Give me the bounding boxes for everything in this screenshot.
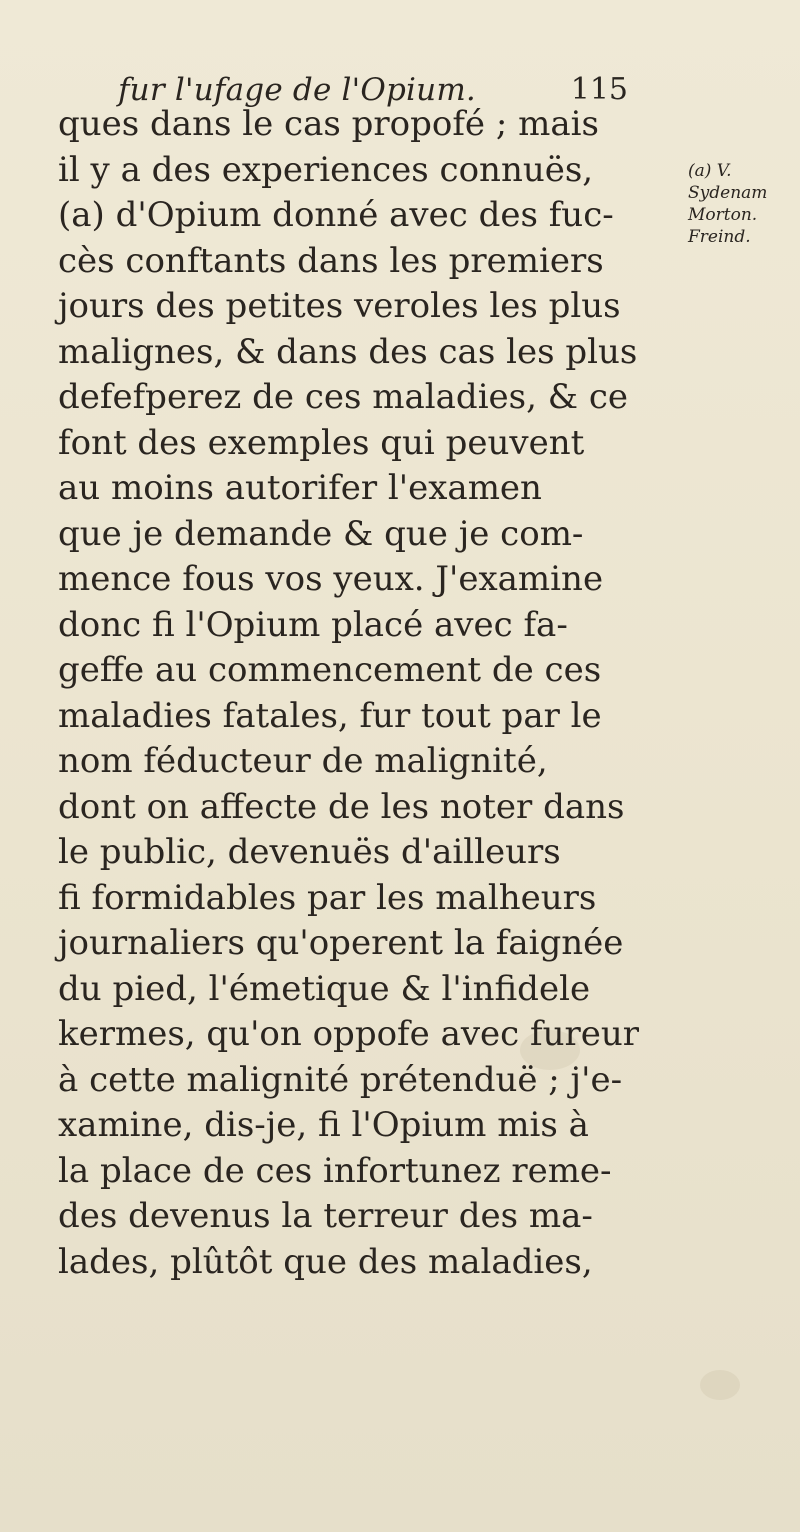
- text-line: nom féducteur de malignité,: [58, 741, 548, 781]
- text-line: il y a des experiences connuës,: [58, 149, 594, 190]
- text-line: cès conftants dans les premiers: [58, 240, 604, 281]
- text-line: le public, devenuës d'ailleurs: [58, 832, 561, 872]
- text-line: la place de ces infortunez reme-: [58, 1150, 612, 1191]
- text-line: ques dans le cas propofé ; mais: [58, 104, 599, 144]
- text-line: kermes, qu'on oppofe avec fureur: [58, 1014, 640, 1054]
- text-line: xamine, dis-je, fi l'Opium mis à: [58, 1105, 589, 1145]
- paper-stain: [700, 1370, 740, 1400]
- text-line: (a) d'Opium donné avec des fuc-: [58, 195, 614, 235]
- text-line: malignes, & dans des cas les plus: [58, 331, 638, 372]
- text-line: donc fi l'Opium placé avec fa-: [58, 604, 568, 645]
- margin-note: [688, 160, 793, 248]
- text-line: fi formidables par les malheurs: [58, 877, 597, 918]
- text-line: defefperez de ces maladies, & ce: [58, 377, 628, 417]
- text-line: au moins autorifer l'examen: [58, 468, 542, 508]
- text-line: geffe au commencement de ces: [58, 650, 602, 690]
- margin-note-line: Sydenam: [688, 183, 768, 203]
- text-line: des devenus la terreur des ma-: [58, 1196, 593, 1236]
- margin-note-line: (a) V.: [688, 161, 732, 181]
- text-line: mence fous vos yeux. J'examine: [58, 559, 604, 599]
- margin-note-line: Morton.: [688, 205, 758, 225]
- text-line: dont on affecte de les noter dans: [58, 786, 625, 827]
- text-line: maladies fatales, fur tout par le: [58, 695, 602, 736]
- body-text: [58, 102, 678, 1285]
- margin-note-line: Freind.: [688, 227, 751, 247]
- text-line: journaliers qu'operent la faignée: [58, 923, 624, 963]
- text-line: du pied, l'émetique & l'infidele: [58, 968, 591, 1009]
- text-line: lades, plûtôt que des maladies,: [58, 1241, 593, 1282]
- text-line: à cette malignité prétenduë ; j'e-: [58, 1059, 623, 1100]
- running-title: fur l'ufage de l'Opium.: [118, 72, 476, 108]
- text-line: font des exemples qui peuvent: [58, 422, 585, 463]
- text-line: jours des petites veroles les plus: [58, 286, 621, 326]
- page-number: 115: [570, 72, 628, 107]
- text-line: que je demande & que je com-: [58, 513, 584, 554]
